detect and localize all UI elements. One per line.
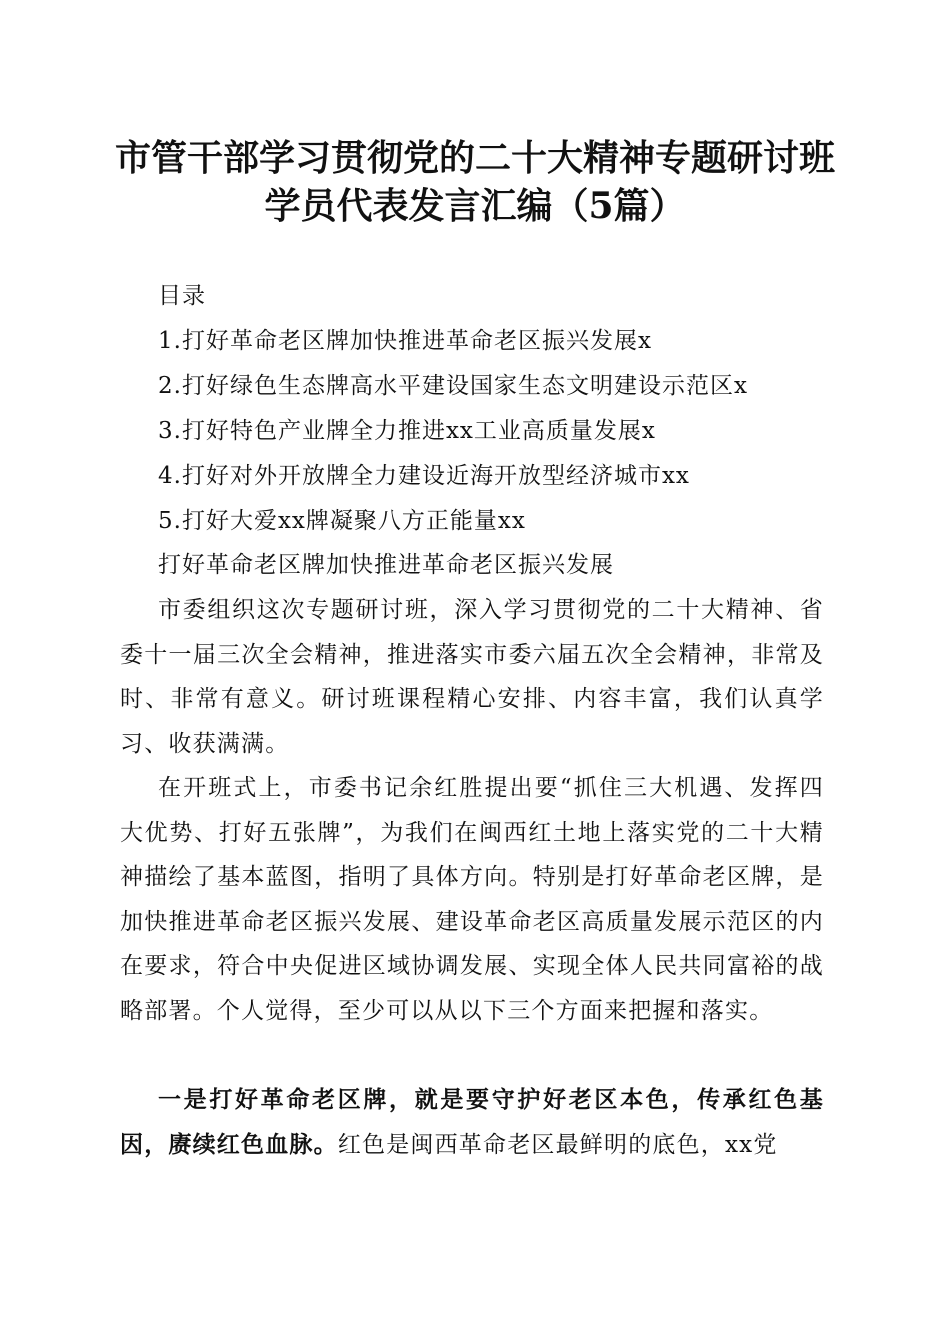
- body-paragraph-1: 市委组织这次专题研讨班，深入学习贯彻党的二十大精神、省委十一届三次全会精神，推进落实市委六届五次全会精神，非常及时、非常有意义。研讨班课程精心安排、内容丰富，我们认真学习、收获满满。: [120, 597, 824, 757]
- title-line-2: 学员代表发言汇编（5篇）: [264, 185, 686, 227]
- toc-item: 2.打好绿色生态牌高水平建设国家生态文明建设示范区x: [158, 373, 748, 399]
- paragraph-lead-bold: 一是打好革命老区牌，就是要守护好老区本色，传承红色基因，赓续红色血脉。: [120, 1086, 824, 1158]
- toc-item: 5.打好大爱xx牌凝聚八方正能量xx: [158, 508, 526, 534]
- body-paragraph-3: [120, 1078, 824, 1167]
- document-title: [100, 134, 850, 230]
- paragraph-rest: 红色是闽西革命老区最鲜明的底色，xx党: [337, 1131, 778, 1158]
- body-paragraph-2: 在开班式上，市委书记余红胜提出要“抓住三大机遇、发挥四大优势、打好五张牌”，为我们在闽西红土地上落实党的二十大精神描绘了基本蓝图，指明了具体方向。特别是打好革命老区牌，是加快推进革命老区振兴发展、建设革命老区高质量发展示范区的内在要求，符合中央促进区域协调发展、实现全体人民共同富裕的战略部署。个人觉得，至少可以从以下三个方面来把握和落实。: [120, 775, 824, 1024]
- toc-item: 1.打好革命老区牌加快推进革命老区振兴发展x: [158, 328, 652, 354]
- title-line-1: 市管干部学习贯彻党的二十大精神专题研讨班: [114, 137, 835, 179]
- toc-item: 4.打好对外开放牌全力建设近海开放型经济城市xx: [158, 463, 690, 489]
- toc-item: 3.打好特色产业牌全力推进xx工业高质量发展x: [158, 418, 656, 444]
- section-heading: 打好革命老区牌加快推进革命老区振兴发展: [158, 552, 614, 578]
- toc-heading: 目录: [158, 283, 206, 309]
